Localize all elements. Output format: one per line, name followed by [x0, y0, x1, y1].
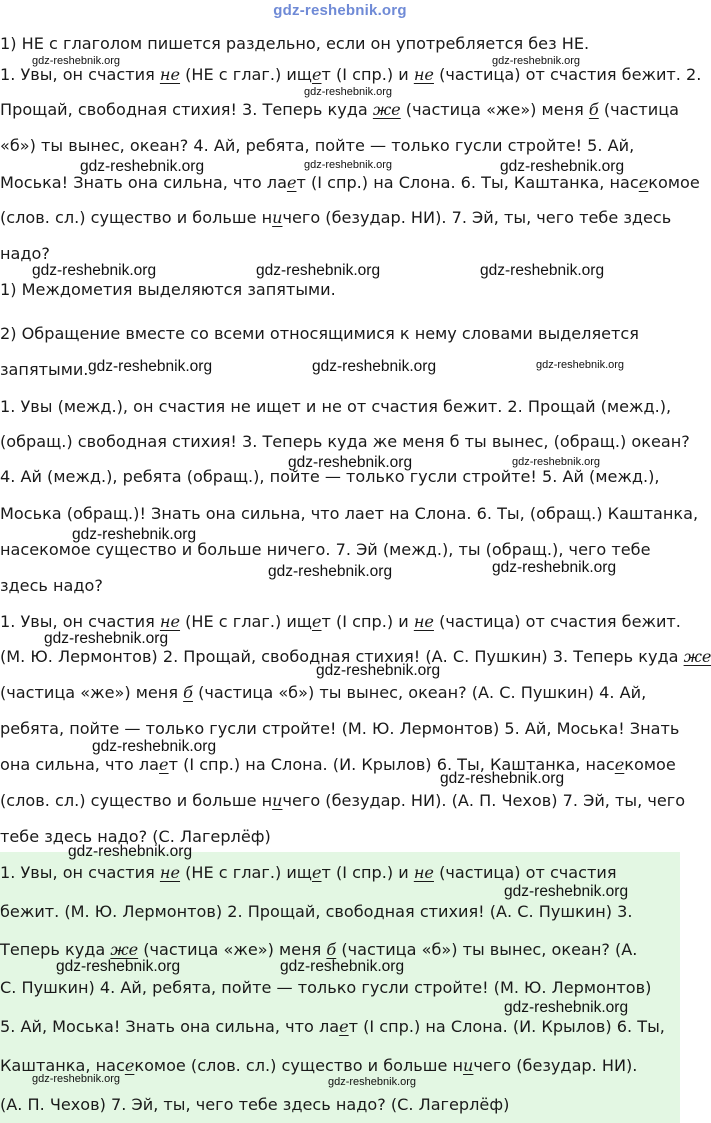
text-line: тебе здесь надо? (С. Лагерлёф) [0, 827, 271, 846]
text-line: (слов. сл.) существо и больше ничего (безудар. НИ). 7. Эй, ты, чего тебе здесь [0, 208, 672, 227]
watermark: gdz-reshebnik.org [32, 55, 121, 67]
text-line: Теперь куда же (частица «же») меня б (частица «б») ты вынес, океан? (А. [0, 940, 638, 959]
text-line: (обращ.) свободная стихия! 3. Теперь куда же меня б ты вынес, (обращ.) океан? [0, 432, 690, 451]
watermark: gdz-reshebnik.org [312, 358, 437, 375]
watermark: gdz-reshebnik.org [32, 1073, 121, 1085]
watermark: gdz-reshebnik.org [440, 770, 565, 787]
watermark: gdz-reshebnik.org [328, 1076, 417, 1088]
text-line: 1. Увы, он счастия не (НЕ с глаг.) ищет (I спр.) и не (частица) от счастия [0, 863, 617, 882]
watermark: gdz-reshebnik.org [304, 86, 393, 98]
text-line: она сильна, что лает (I спр.) на Слона. (И. Крылов) 6. Ты, Каштанка, насекомое [0, 755, 676, 774]
watermark: gdz-reshebnik.org [504, 883, 629, 900]
watermark: gdz-reshebnik.org [280, 958, 405, 975]
text-line: Моська! Знать она сильна, что лает (I спр.) на Слона. 6. Ты, Каштанка, насекомое [0, 173, 700, 192]
watermark: gdz-reshebnik.org [288, 454, 413, 471]
text-line: 5. Ай, Моська! Знать она сильна, что лает (I спр.) на Слона. (И. Крылов) 6. Ты, [0, 1017, 665, 1036]
text-line: 1. Увы (межд.), он счастия не ищет и не от счастия бежит. 2. Прощай (межд.), [0, 397, 672, 416]
rule-address-cont: запятыми. [0, 360, 89, 379]
watermark: gdz-reshebnik.org [512, 456, 601, 468]
text-line: Прощай, свободная стихия! 3. Теперь куда же (частица «же») меня б (частица [0, 100, 680, 119]
watermark: gdz-reshebnik.org [316, 662, 441, 679]
watermark: gdz-reshebnik.org [492, 559, 617, 576]
watermark: gdz-reshebnik.org [500, 158, 625, 175]
watermark: gdz-reshebnik.org [480, 262, 605, 279]
watermark: gdz-reshebnik.org [256, 262, 381, 279]
text-line: Моська (обращ.)! Знать она сильна, что лает на Слона. 6. Ты, (обращ.) Каштанка, [0, 504, 699, 523]
text-line: С. Пушкин) 4. Ай, ребята, пойте — только гусли стройте! (М. Ю. Лермонтов) [0, 978, 652, 997]
rule-interjection: 1) Междометия выделяются запятыми. [0, 280, 336, 299]
watermark: gdz-reshebnik.org [72, 526, 197, 543]
text-line: 1. Увы, он счастия не (НЕ с глаг.) ищет (I спр.) и не (частица) от счастия бежит. [0, 612, 681, 631]
watermark: gdz-reshebnik.org [88, 358, 213, 375]
text-line: надо? [0, 244, 50, 263]
text-line: 1. Увы, он счастия не (НЕ с глаг.) ищет (I спр.) и не (частица) от счастия бежит. 2. [0, 65, 702, 84]
text-line: (М. Ю. Лермонтов) 2. Прощай, свободная стихия! (А. С. Пушкин) 3. Теперь куда же [0, 647, 711, 666]
rule-address: 2) Обращение вместе со всеми относящимися к нему словами выделяется [0, 324, 639, 343]
watermark: gdz-reshebnik.org [492, 55, 581, 67]
text-line: насекомое существо и больше ничего. 7. Эй (межд.), ты (обращ.), чего тебе [0, 540, 651, 559]
rule-ne-verb: 1) НЕ с глаголом пишется раздельно, если он употребляется без НЕ. [0, 34, 590, 53]
text-line: Каштанка, насекомое (слов. сл.) существо и больше ничего (безудар. НИ). [0, 1056, 638, 1075]
watermark: gdz-reshebnik.org [56, 958, 181, 975]
watermark: gdz-reshebnik.org [304, 159, 393, 171]
text-line: бежит. (М. Ю. Лермонтов) 2. Прощай, свободная стихия! (А. С. Пушкин) 3. [0, 902, 633, 921]
watermark: gdz-reshebnik.org [44, 630, 169, 647]
text-line: (А. П. Чехов) 7. Эй, ты, чего тебе здесь надо? (С. Лагерлёф) [0, 1095, 510, 1114]
watermark: gdz-reshebnik.org [68, 843, 193, 860]
watermark: gdz-reshebnik.org [268, 563, 393, 580]
text-line: «б») ты вынес, океан? 4. Ай, ребята, пойте — только гусли стройте! 5. Ай, [0, 136, 635, 155]
watermark: gdz-reshebnik.org [32, 262, 157, 279]
text-line: 4. Ай (межд.), ребята (обращ.), пойте — только гусли стройте! 5. Ай (межд.), [0, 467, 660, 486]
site-header: gdz-reshebnik.org [273, 2, 407, 19]
watermark: gdz-reshebnik.org [536, 359, 625, 371]
watermark: gdz-reshebnik.org [504, 999, 629, 1016]
text-line: ребята, пойте — только гусли стройте! (М. Ю. Лермонтов) 5. Ай, Моська! Знать [0, 719, 680, 738]
text-line: здесь надо? [0, 576, 103, 595]
text-line: (слов. сл.) существо и больше ничего (безудар. НИ). (А. П. Чехов) 7. Эй, ты, чего [0, 791, 686, 810]
watermark: gdz-reshebnik.org [80, 158, 205, 175]
text-line: (частица «же») меня б (частица «б») ты вынес, океан? (А. С. Пушкин) 4. Ай, [0, 683, 647, 702]
watermark: gdz-reshebnik.org [92, 738, 217, 755]
